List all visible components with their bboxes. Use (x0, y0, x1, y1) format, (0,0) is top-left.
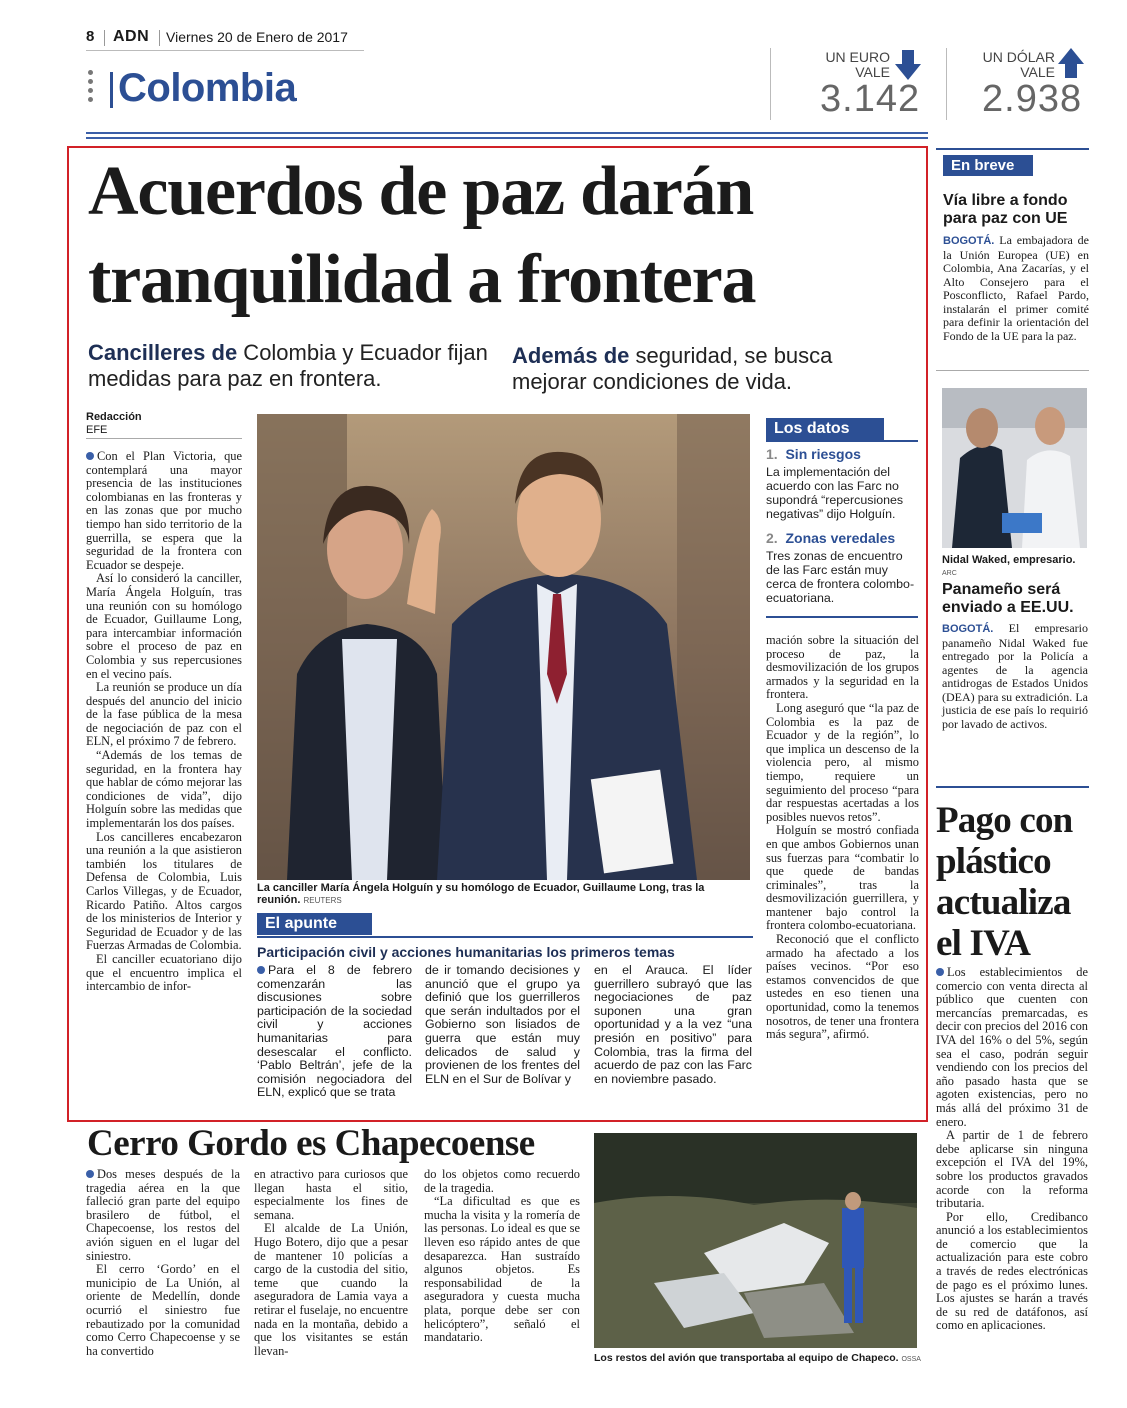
crash-photo (594, 1133, 917, 1348)
divider (86, 438, 242, 439)
datos-item: 1. Sin riesgos La implementación del acuerdo con las Farc no supondrá “repercusiones negativas” dijo Holguín. (766, 446, 904, 521)
datos-item: 2. Zonas veredales Tres zonas de encuentro de las Farc están muy cerca de frontera colombo-ecuatoriana. (766, 530, 915, 605)
divider (86, 50, 364, 51)
brief-1-text: BOGOTÁ. La embajadora de la Unión Europea (UE) en Colombia, Ana Zacarías, y el Alto Consejero para el Posconflicto, Rafael Pardo, instalarán el primer comité para definir la orientación del Fondo de la UE para la paz. (943, 233, 1089, 343)
section-marker (110, 72, 113, 108)
subheadline-2: Además de seguridad, se busca mejorar condiciones de vida. (512, 343, 833, 394)
issue-date: Viernes 20 de Enero de 2017 (166, 29, 348, 45)
divider (159, 30, 160, 46)
page-number: 8 (86, 28, 95, 45)
iva-article: Los establecimientos de comercio con venta directa al público que cuenten con mercancías premarcadas, es decir con precios del 2016 con IVA del 16% o del 5%, según sea el caso, podrán seguir vendiendo con los precios del año pasado hasta que se agoten existencias, pero no más allá del próximo 31 de enero. A partir de 1 de febrero debe aplicarse sin ninguna excepción el IVA del 19%, sobre los productos gravados acorde con la reforma tributaria. Por ello, Credibanco anunció a los establecimientos de comercio que la actualización para este cobro a través de redes electrónicas de pago es el próximo lunes. Los ajustes se harán a través de su red de datáfonos, así como en aplicaciones. (936, 965, 1088, 1333)
divider (770, 48, 771, 120)
brief-2-text: BOGOTÁ. El empresario panameño Nidal Waked fue entregado por la Policía a agentes de la agencia antidrogas de Estados Unidos (DEA) para su extradición. La justicia de ese país lo requirió por lavado de activos. (942, 621, 1088, 731)
iva-headline: Pago con plástico actualiza el IVA (936, 800, 1073, 964)
arrow-up-icon (1058, 48, 1084, 78)
dollar-label: UN DÓLAR VALE (982, 49, 1055, 80)
bullet-icon (86, 1170, 94, 1178)
apunte-column-2: de ir tomando decisiones y anunció que el grupo ya definió que los guerrilleros que serán indultados por el Gobierno son lisiados de guerra que están muy delicados de salud y provienen de los frentes del ELN en el Sur de Bolívar y (425, 963, 580, 1086)
apunte-column-3: en el Arauca. El líder guerrillero subrayó que las negociaciones de paz suponen una gran oportunidad y a la vez “una presión en positivo” para Colombia, tras la firma del acuerdo de paz con las Farc en noviembre pasado. (594, 963, 752, 1086)
byline: Redacción (86, 411, 142, 423)
sidebar-rule (936, 786, 1089, 788)
bullet-icon (936, 968, 944, 976)
section-title: Colombia (118, 66, 297, 110)
en-breve-tag: En breve (943, 155, 1033, 176)
agency: EFE (86, 424, 108, 436)
apunte-title: Participación civil y acciones humanitarias los primeros temas (257, 944, 675, 960)
top-rule (86, 137, 928, 139)
apunte-tag: El apunte (257, 913, 372, 935)
datos-tag: Los datos (766, 418, 884, 440)
bottom-column-1: Dos meses después de la tragedia aérea en la que falleció gran parte del equipo brasilero de fútbol, el Chapecoense, los restos del avión siguen en el lugar del siniestro. El cerro ‘Gordo’ en el municipio de La Unión, al oriente de Medellín, donde ocurrió el siniestro fue rebautizado por la comunidad como Cerro Chapecoense y se ha convertido (86, 1167, 240, 1358)
bottom-column-2: en atractivo para curiosos que llegan hasta el sitio, especialmente los fines de semana. El alcalde de La Unión, Hugo Botero, dijo que a pesar de mantener 10 policías a cargo de la custodia del sitio, teme que cuando la aseguradora de Lamia vaya a retirar el fuselaje, no encuentre nada en la montaña, debido a que los visitantes se están llevan- (254, 1167, 408, 1358)
bullet-icon (86, 452, 94, 460)
subheadline-1: Cancilleres de Colombia y Ecuador fijan medidas para paz en frontera. (88, 340, 488, 391)
bottom-column-3: do los objetos como recuerdo de la tragedia. “La dificultad es que es mucha la visita y la romería de las personas. Lo ideal es que se lleven eso rápido antes de que desaparezca. Han sustraído algunos objetos. Es responsabilidad de la aseguradora y cuesta mucha plata, porque debe ser con helicóptero”, señaló el mandatario. (424, 1167, 580, 1345)
article-column-4: mación sobre la situación del proceso de paz, la desmovilización de los grupos armados y la seguridad en la frontera. Long aseguró que “la paz de Colombia es la paz de Ecuador y de la región”, lo que implica un descenso de la violencia pero, al mismo tiempo, requiere un seguimiento del proceso “para dar respuestas acertadas a los posibles nuevos retos”. Holguín se mostró confiada en que ambos Gobiernos unan sus fuerzas para “combatir lo que quede de bandas criminales”, tras la desmovilización guerrillera, y mantener bajo control la frontera colombo-ecuatoriana. Reconoció que el conflicto armado ha afectado a los países vecinos. “Por eso estamos convencidos de que ustedes en eso tienen una oportunidad, como la tenemos nosotros, de tener una frontera más segura”, afirmó. (766, 633, 919, 1042)
sidebar-photo-caption: Nidal Waked, empresario. ARC (942, 554, 1076, 577)
bullet-icon (257, 966, 265, 974)
brief-1-title: Vía libre a fondo para paz con UE (943, 192, 1068, 227)
article-column-1: Con el Plan Victoria, que contemplará una mayor presencia de las instituciones colombianas en las fronteras y en las zonas que por mucho tiempo han sido territorio de la guerrilla, se espera que la seguridad de la frontera con Ecuador se despeje. Así lo consideró la canciller, María Ángela Holguín, tras una reunión con su homólogo de Ecuador, Guillaume Long, para intercambiar información sobre el proceso de paz en Colombia y sus repercusiones en el vecino país. La reunión se produce un día después del anuncio del inicio de la fase pública de la mesa de negociación de paz con el ELN, el próximo 7 de febrero. “Además de los temas de seguridad, en la frontera hay que hablar de cómo mejorar las condiciones de vida”, dijo Holguín sobre las medidas que implementarán los dos países. Los cancilleres encabezaron una reunión a la que asistieron también los titulares de Defensa de Colombia, Luis Carlos Villegas, y de Ecuador, Ricardo Patiño. Altos cargos de los ministerios de Interior y Seguridad de Ecuador y de las Fuerzas Armadas de Colombia. El canciller ecuatoriano dijo que el encuentro implica el intercambio de infor- (86, 449, 242, 994)
datos-rule (766, 440, 918, 442)
divider (946, 48, 947, 120)
sidebar-photo (942, 388, 1087, 548)
sidebar-rule (936, 148, 1089, 150)
apunte-column-1: Para el 8 de febrero comenzarán las discusiones sobre participación de la sociedad civil y acciones humanitarias para desescalar el conflicto. ‘Pablo Beltrán’, jefe de la comisión negociadora del ELN, explicó que se trata (257, 963, 412, 1100)
bottom-headline: Cerro Gordo es Chapecoense (87, 1123, 535, 1164)
brief-2-title: Panameño será enviado a EE.UU. (942, 581, 1074, 616)
main-photo (257, 414, 750, 880)
datos-rule (766, 616, 918, 618)
arrow-down-icon (895, 50, 921, 80)
top-rule (86, 132, 928, 134)
crash-photo-caption: Los restos del avión que transportaba al equipo de Chapeco. OSSA (594, 1352, 921, 1364)
brand-logo: ADN (113, 28, 150, 45)
euro-value: 3.142 (820, 78, 921, 120)
apunte-rule (257, 936, 753, 938)
main-photo-caption: La canciller María Ángela Holguín y su homólogo de Ecuador, Guillaume Long, tras la reunión. REUTERS (257, 882, 705, 906)
main-headline: Acuerdos de paz darán tranquilidad a frontera (88, 153, 756, 318)
dollar-value: 2.938 (982, 78, 1083, 120)
divider (104, 30, 105, 46)
section-dots-icon (88, 70, 93, 106)
euro-label: UN EURO VALE (825, 49, 890, 80)
divider (936, 370, 1089, 371)
